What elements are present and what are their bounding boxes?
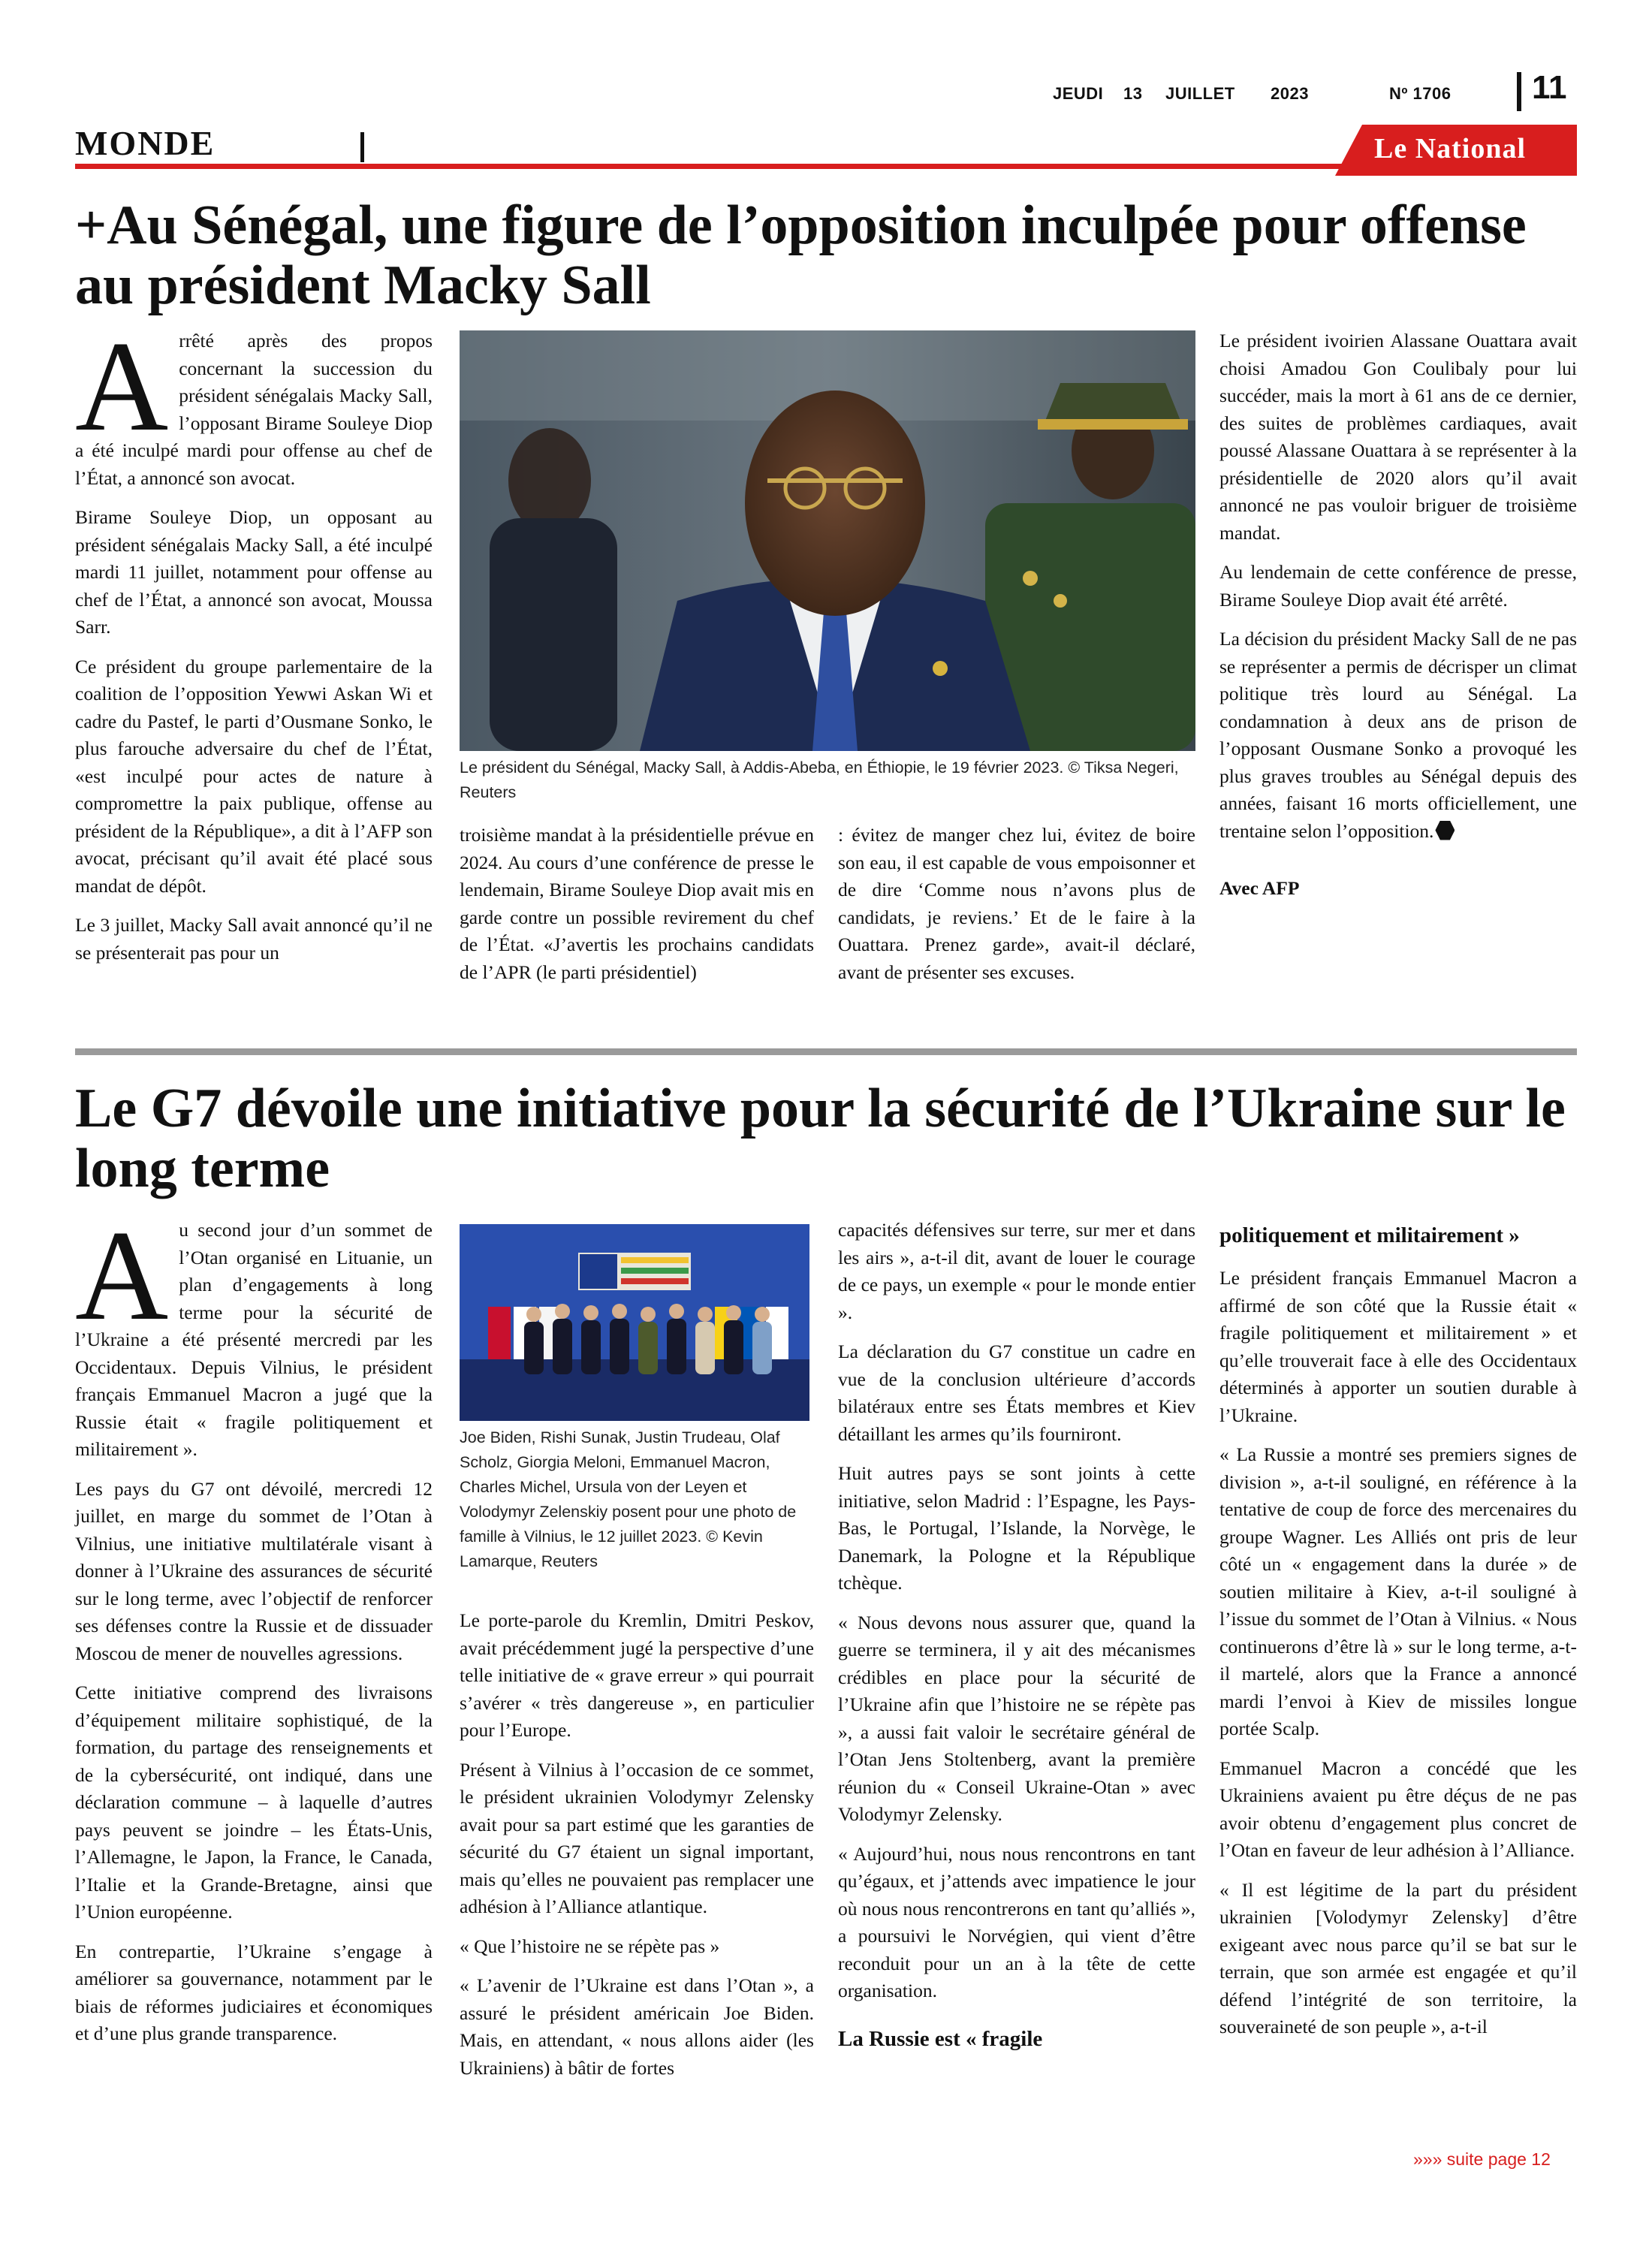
article1-col3 — [838, 822, 1195, 998]
date-number: 13 — [1123, 84, 1143, 103]
continued-on-page-link[interactable]: »»» suite page 12 — [1413, 2149, 1551, 2169]
article1-paragraph: : évitez de manger chez lui, évitez de boire son eau, il est capable de vous empoisonner et de dire ‘Comme nous n’avons plus de candidats, je reviens.’ Et de le faire à la Ouattara. Prenez garde», avait-il déclaré, avant de présenter ses excuses. — [838, 824, 1195, 983]
article1-paragraph: Birame Souleye Diop, un opposant au président sénégalais Macky Sall, a été inculpé mardi 11 juillet, notamment pour offense au chef de l’État, a annoncé son avocat, Moussa Sarr. — [75, 506, 433, 638]
article2-subhead-continued: politiquement et militairement » — [1219, 1223, 1520, 1247]
article2-paragraph: Emmanuel Macron a concédé que les Ukrainiens avaient pu être déçus de ne pas avoir obtenu d’engagement plus concret de l’Otan en faveur de leur adhésion à l’Alliance. — [1219, 1757, 1577, 1861]
article1-paragraph: La décision du président Macky Sall de ne pas se représenter a permis de décrisper un climat politique très lourd au Sénégal. La condamnation à deux ans de prison de l’opposant Ousmane Sonko a provoqué les plus graves troubles au Sénégal depuis des années, faisant 16 morts officiellement, une trentaine selon l’opposition. — [1219, 628, 1577, 842]
article2-photo-caption: Joe Biden, Rishi Sunak, Justin Trudeau, Olaf Scholz, Giorgia Meloni, Emmanuel Macron, Charles Michel, Ursula von der Leyen et Volodymyr Zelenskiy posent pour une photo de famille à Vilnius, le 12 juillet 2023. © Kevin Lamarque, Reuters — [460, 1428, 797, 1570]
article2-paragraph: u second jour d’un sommet de l’Otan organisé en Lituanie, un plan d’engagements à long terme pour la sécurité de l’Ukraine a été présenté mercredi par les Occidentaux. Depuis Vilnius, le président français Emmanuel Macron a jugé que la Russie était « fragile politiquement et militairement ». — [75, 1219, 433, 1460]
issue-number: Nº 1706 — [1389, 84, 1452, 103]
article2-paragraph: Le président français Emmanuel Macron a affirmé de son côté que la Russie était « fragile politiquement et militairement » et qu’elle trouverait face à elle des Occidentaux déterminés à apporter un soutien durable à l’Ukraine. — [1219, 1267, 1577, 1426]
date-year: 2023 — [1271, 84, 1309, 103]
article1-col1 — [75, 315, 433, 979]
g7-family-photo-illustration — [460, 1224, 809, 1421]
article2-paragraph: capacités défensives sur terre, sur mer et dans les airs », a-t-il dit, avant de louer le courage de ce pays, un exemple « pour le monde entier ». — [838, 1219, 1195, 1323]
article1-paragraph: troisième mandat à la présidentielle prévue en 2024. Au cours d’une conférence de presse le lendemain, Birame Souleye Diop avait mis en garde contre un possible revirement du chef de l’État. «J’avertis les prochains candidats de l’APR (le parti présidentiel) — [460, 824, 814, 983]
article2-paragraph: Les pays du G7 ont dévoilé, mercredi 12 juillet, en marge du sommet de l’Otan à Vilnius, une initiative multilatérale visant à donner à l’Ukraine des assurances de sécurité sur le long terme, avec l’objectif de renforcer ses défenses contre la Russie et de dissuader Moscou de mener de nouvelles agressions. — [75, 1477, 433, 1664]
article1-paragraph: Le 3 juillet, Macky Sall avait annoncé qu’il ne se présenterait pas pour un — [75, 914, 433, 964]
article1-headline: +Au Sénégal, une figure de l’opposition inculpée pour offense au président Macky Sall — [75, 195, 1527, 316]
date-day: JEUDI — [1053, 84, 1104, 103]
macky-sall-photo-illustration — [460, 330, 1195, 751]
date-month: JUILLET — [1165, 84, 1235, 103]
article1-paragraph: Au lendemain de cette conférence de presse, Birame Souleye Diop avait été arrêté. — [1219, 561, 1577, 611]
article1-photo-caption: Le président du Sénégal, Macky Sall, à Addis-Abeba, en Éthiopie, le 19 février 2023. © Tiksa Negeri, Reuters — [460, 759, 1179, 801]
article2-paragraph: « Que l’histoire ne se répète pas » — [460, 1935, 720, 1957]
article2-paragraph: Le porte-parole du Kremlin, Dmitri Peskov, avait précédemment jugé la perspective d’une telle initiative de « grave erreur » qui pourrait s’avérer « très dangereuse », en particulier pour l’Europe. — [460, 1609, 814, 1741]
end-of-article-icon — [1435, 821, 1455, 840]
article-divider — [75, 1048, 1577, 1055]
article2-col3 — [838, 1217, 1195, 2068]
article2-col2 — [460, 1607, 814, 2094]
article2-col1 — [75, 1205, 433, 2060]
article2-paragraph: « L’avenir de l’Ukraine est dans l’Otan », a assuré le président américain Joe Biden. Mais, en attendant, « nous allons aider (les Ukrainiens) à bâtir de fortes — [460, 1974, 814, 2079]
article2-paragraph: Cette initiative comprend des livraisons d’équipement militaire sophistiqué, de la formation, du partage des renseignements et de la cybersécurité, ont indiqué, dans une déclaration commune – à laquelle d’autres pays peuvent se joindre – les États-Unis, l’Allemagne, le Japon, la France, le Canada, l’Italie et la Grande-Bretagne, ainsi que l’Union européenne. — [75, 1681, 433, 1923]
article1-photo — [460, 330, 1195, 751]
article2-paragraph: « Nous devons nous assurer que, quand la guerre se terminera, il y ait des mécanismes crédibles en place pour la sécurité de l’Ukraine afin que l’histoire ne se répète pas », a aussi fait valoir le secrétaire général de l’Otan Jens Stoltenberg, avant la première réunion du « Conseil Ukraine-Otan » avec Volodymyr Zelensky. — [838, 1611, 1195, 1825]
article1-credit: Avec AFP — [1219, 877, 1300, 899]
article2-paragraph: Présent à Vilnius à l’occasion de ce sommet, le président ukrainien Volodymyr Zelensky avait pour sa part estimé que les garanties de sécurité du G7 étaient un signal important, mais qu’elles ne pouvaient pas remplacer une adhésion à l’Alliance atlantique. — [460, 1758, 814, 1917]
article1-dropcap: A — [75, 315, 169, 458]
article2-col4 — [1219, 1223, 1577, 2053]
article2-headline: Le G7 dévoile une initiative pour la sécurité de l’Ukraine sur le long terme — [75, 1078, 1566, 1199]
section-title: MONDE — [75, 124, 216, 162]
article1-paragraph: Ce président du groupe parlementaire de la coalition de l’opposition Yewwi Askan Wi et cadre du Pastef, le parti d’Ousmane Sonko, le plus farouche adversaire du chef de l’État, «est inculpé pour actes de nature à compromettre la paix publique, offense au président de la République», a dit à l’AFP son avocat, précisant qu’il avait été placé sous mandat de dépôt. — [75, 655, 433, 897]
brand-name: Le National — [1374, 133, 1527, 164]
article1-col4 — [1219, 327, 1577, 915]
section-divider — [360, 132, 364, 162]
article1-paragraph: Le président ivoirien Alassane Ouattara avait choisi Amadou Gon Coulibaly pour lui succéder, mais la mort à 61 ans de ce dernier, des suites de problèmes cardiaques, avait poussé Alassane Ouattara à se représenter à la présidentielle de 2020 alors qu’il avait annoncé ne pas vouloir briguer de troisième mandat. — [1219, 330, 1577, 544]
page-number-divider — [1517, 72, 1521, 111]
article1-col2 — [460, 822, 814, 998]
article2-paragraph: En contrepartie, l’Ukraine s’engage à améliorer sa gouvernance, notamment par le biais de réformes judiciaires et économiques et d’une plus grande transparence. — [75, 1940, 433, 2044]
article2-paragraph: Huit autres pays se sont joints à cette initiative, selon Madrid : l’Espagne, les Pays-Bas, le Portugal, l’Islande, la Norvège, le Danemark, la Pologne et la République tchèque. — [838, 1462, 1195, 1594]
article2-dropcap: A — [75, 1205, 169, 1347]
page-number: 11 — [1532, 69, 1567, 106]
article2-paragraph: « La Russie a montré ses premiers signes de division », a-t-il souligné, en référence à la tentative de coup de force des mercenaires du groupe Wagner. Les Alliés ont pris de leur côté un « engagement dans la durée » de soutien militaire à Kiev, a-t-il souligné à l’issue du sommet de l’Otan à Vilnius. « Nous continuerons d’être là » sur le long terme, a-t-il martelé, alors que la France a annoncé mardi l’envoi à Kiev de missiles longue portée Scalp. — [1219, 1443, 1577, 1739]
article2-subhead: La Russie est « fragile — [838, 2026, 1043, 2051]
article2-paragraph: La déclaration du G7 constitue un cadre en vue de la conclusion ultérieure d’accords bilatéraux entre ses États membres et Kiev détaillant les armes qu’ils fourniront. — [838, 1341, 1195, 1445]
article2-photo — [460, 1224, 809, 1421]
article1-paragraph: rrêté après des propos concernant la succession du président sénégalais Macky Sall, l’opposant Birame Souleye Diop a été inculpé mardi pour offense au chef de l’État, a annoncé son avocat. — [75, 330, 433, 489]
article2-paragraph: « Il est légitime de la part du président ukrainien [Volodymyr Zelensky] d’être exigeant avec nous parce qu’il se bat sur le terrain, que son armée est engagée et qu’il défend l’intégrité de son territoire, la souveraineté de son peuple », a-t-il — [1219, 1878, 1577, 2037]
article2-paragraph: « Aujourd’hui, nous nous rencontrons en tant qu’égaux, et j’attends avec impatience le jour où nous nous rencontrerons en tant qu’alliés », a poursuivi le Norvégien, qui vient d’être reconduit pour un an à la tête de cette organisation. — [838, 1842, 1195, 2001]
